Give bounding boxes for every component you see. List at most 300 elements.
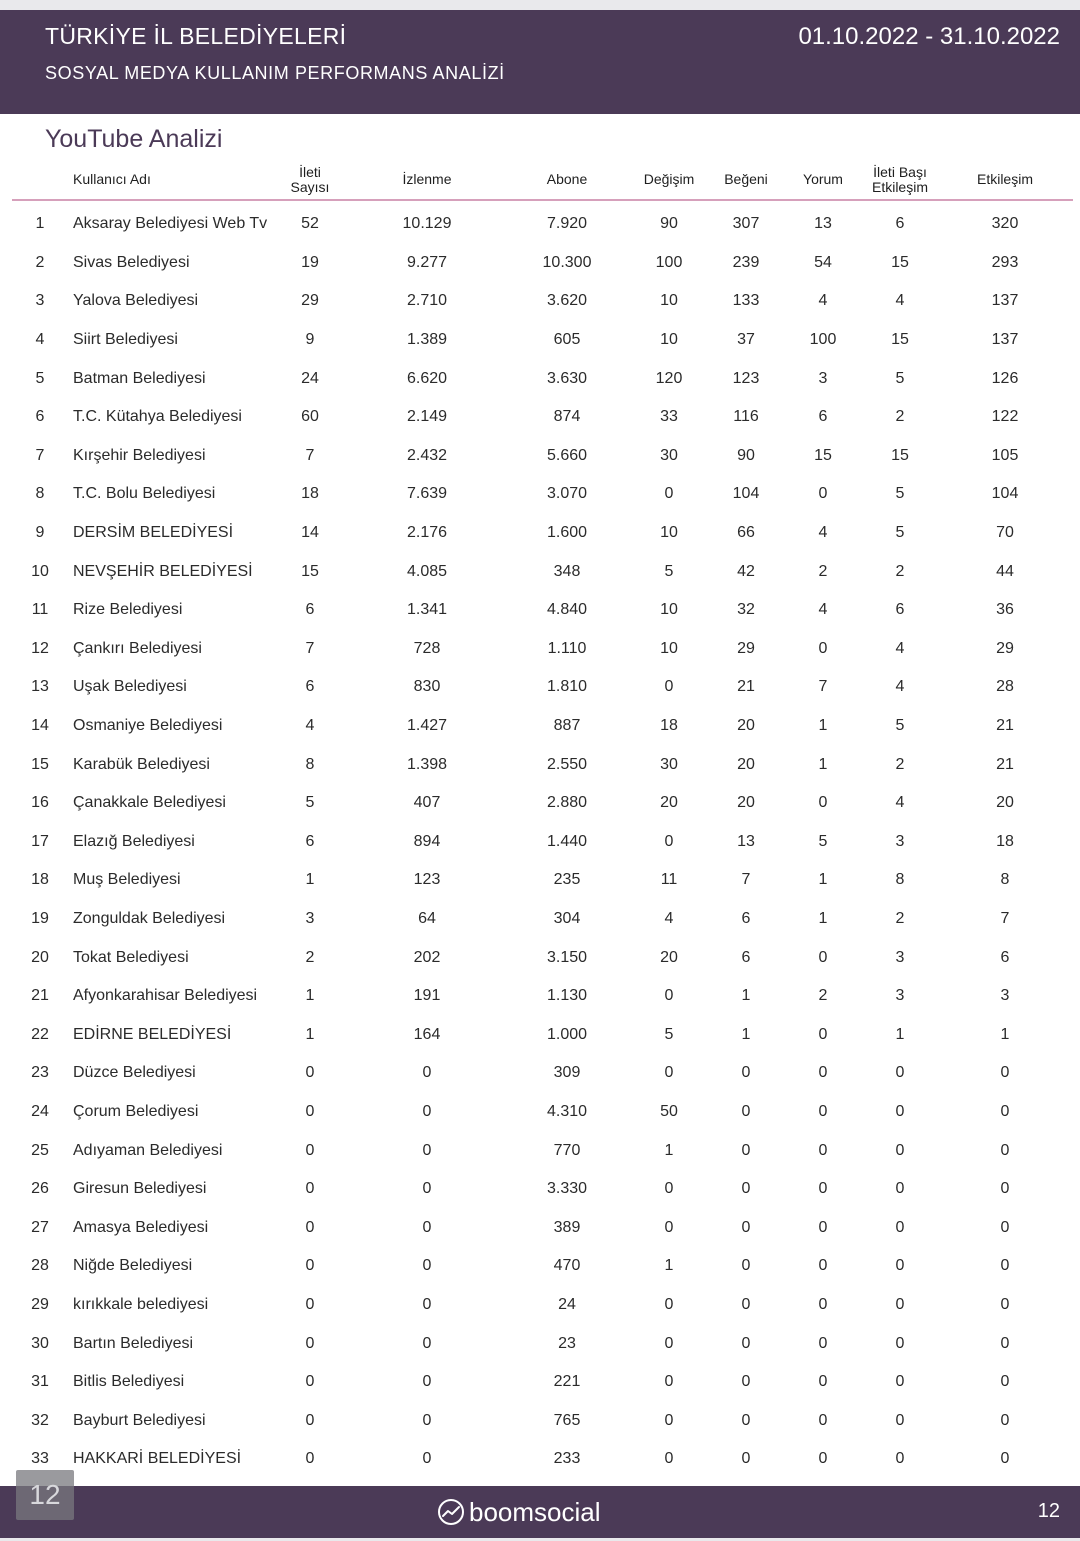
etkilesim-cell: 0: [1000, 1218, 1010, 1236]
row-number: 4: [35, 331, 45, 349]
abone-cell: 5.660: [546, 446, 588, 464]
row-number: 11: [31, 601, 49, 619]
municipality-name: Muş Belediyesi: [73, 871, 181, 889]
yorum-cell: 13: [814, 215, 832, 233]
section-title: YouTube Analizi: [45, 125, 223, 153]
degisim-cell: 0: [664, 1373, 674, 1391]
row-number: 29: [31, 1295, 49, 1313]
izlenme-cell: 0: [422, 1295, 432, 1313]
ileti-basi-cell: 15: [891, 253, 909, 271]
col-header-name: Kullanıcı Adı: [73, 171, 151, 187]
table-row: [12, 1015, 1073, 1054]
izlenme-cell: 64: [418, 909, 436, 927]
begeni-cell: 0: [741, 1373, 751, 1391]
ileti-sayisi-cell: 8: [305, 755, 315, 773]
begeni-cell: 0: [741, 1180, 751, 1198]
yorum-cell: 0: [818, 1411, 828, 1429]
izlenme-cell: 728: [413, 639, 441, 657]
municipality-name: HAKKARİ BELEDİYESİ: [73, 1450, 242, 1468]
ileti-basi-cell: 2: [895, 562, 905, 580]
row-number: 10: [31, 562, 49, 580]
ileti-basi-cell: 5: [895, 717, 905, 735]
ileti-basi-cell: 0: [895, 1064, 905, 1082]
izlenme-cell: 830: [413, 678, 441, 696]
ileti-sayisi-cell: 52: [301, 215, 319, 233]
table-row: [12, 900, 1073, 939]
row-number: 18: [31, 871, 49, 889]
ileti-basi-cell: 0: [895, 1411, 905, 1429]
table-row: [12, 1170, 1073, 1209]
table-header: [12, 160, 1073, 201]
ileti-sayisi-cell: 0: [305, 1064, 315, 1082]
ileti-basi-cell: 0: [895, 1180, 905, 1198]
ileti-basi-cell: 0: [895, 1334, 905, 1352]
abone-cell: 304: [553, 909, 581, 927]
izlenme-cell: 407: [413, 794, 441, 812]
yorum-cell: 100: [809, 331, 837, 349]
yorum-cell: 0: [818, 1141, 828, 1159]
abone-cell: 3.070: [546, 485, 588, 503]
ileti-sayisi-cell: 6: [305, 832, 315, 850]
izlenme-cell: 202: [413, 948, 441, 966]
ileti-sayisi-cell: 6: [305, 601, 315, 619]
trend-line-icon: [437, 1498, 465, 1526]
yorum-cell: 0: [818, 1295, 828, 1313]
row-number: 5: [35, 369, 45, 387]
row-number: 8: [35, 485, 45, 503]
ileti-sayisi-cell: 7: [305, 446, 315, 464]
ileti-sayisi-cell: 1: [305, 1025, 315, 1043]
table-body: [12, 205, 1073, 1479]
municipality-name: Zonguldak Belediyesi: [73, 909, 226, 927]
abone-cell: 348: [553, 562, 581, 580]
degisim-cell: 10: [660, 601, 678, 619]
abone-cell: 874: [553, 408, 581, 426]
ileti-basi-cell: 0: [895, 1450, 905, 1468]
abone-cell: 1.600: [546, 524, 588, 542]
row-number: 9: [35, 524, 45, 542]
degisim-cell: 50: [660, 1102, 678, 1120]
abone-cell: 1.000: [546, 1025, 588, 1043]
municipality-name: Bitlis Belediyesi: [73, 1373, 185, 1391]
ileti-basi-cell: 1: [895, 1025, 905, 1043]
etkilesim-cell: 70: [996, 524, 1014, 542]
degisim-cell: 20: [660, 948, 678, 966]
table-row: [12, 977, 1073, 1016]
report-subtitle: SOSYAL MEDYA KULLANIM PERFORMANS ANALİZİ: [45, 63, 505, 83]
degisim-cell: 0: [664, 1334, 674, 1352]
abone-cell: 7.920: [546, 215, 588, 233]
row-number: 19: [31, 909, 49, 927]
date-range: 01.10.2022 - 31.10.2022: [798, 23, 1060, 50]
municipality-name: Amasya Belediyesi: [73, 1218, 209, 1236]
table-row: [12, 861, 1073, 900]
row-number: 27: [31, 1218, 49, 1236]
etkilesim-cell: 0: [1000, 1373, 1010, 1391]
begeni-cell: 0: [741, 1334, 751, 1352]
report-title: TÜRKİYE İL BELEDİYELERİ: [45, 23, 347, 49]
municipality-name: Çanakkale Belediyesi: [73, 794, 226, 812]
yorum-cell: 4: [818, 292, 828, 310]
ileti-sayisi-cell: 0: [305, 1411, 315, 1429]
izlenme-cell: 7.639: [406, 485, 448, 503]
ileti-sayisi-cell: 0: [305, 1334, 315, 1352]
col-header-ileti-basi: [865, 160, 935, 199]
etkilesim-cell: 0: [1000, 1141, 1010, 1159]
izlenme-cell: 1.398: [406, 755, 448, 773]
degisim-cell: 0: [664, 832, 674, 850]
degisim-cell: 4: [664, 909, 674, 927]
begeni-cell: 20: [737, 717, 755, 735]
ileti-basi-cell: 0: [895, 1373, 905, 1391]
table-row: [12, 1363, 1073, 1402]
izlenme-cell: 1.389: [406, 331, 448, 349]
ileti-basi-cell: 4: [895, 292, 905, 310]
ileti-sayisi-cell: 0: [305, 1257, 315, 1275]
municipality-name: T.C. Bolu Belediyesi: [73, 485, 216, 503]
report-header: [0, 10, 1080, 114]
abone-cell: 1.130: [546, 987, 588, 1005]
ileti-basi-cell: 2: [895, 755, 905, 773]
municipality-name: Giresun Belediyesi: [73, 1180, 207, 1198]
table-row: [12, 398, 1073, 437]
ileti-sayisi-cell: 24: [301, 369, 319, 387]
begeni-cell: 123: [732, 369, 760, 387]
table-row: [12, 475, 1073, 514]
abone-cell: 23: [558, 1334, 576, 1352]
table-row: [12, 1440, 1073, 1479]
degisim-cell: 0: [664, 1218, 674, 1236]
page-badge[interactable]: 12: [16, 1470, 74, 1520]
izlenme-cell: 2.710: [406, 292, 448, 310]
yorum-cell: 1: [818, 717, 828, 735]
row-number: 23: [31, 1064, 49, 1082]
ileti-basi-cell: 4: [895, 639, 905, 657]
etkilesim-cell: 1: [1000, 1025, 1010, 1043]
yorum-cell: 0: [818, 1373, 828, 1391]
yorum-cell: 0: [818, 1025, 828, 1043]
municipality-name: kırıkkale belediyesi: [73, 1295, 209, 1313]
begeni-cell: 20: [737, 755, 755, 773]
table-row: [12, 321, 1073, 360]
izlenme-cell: 1.427: [406, 717, 448, 735]
yorum-cell: 0: [818, 1180, 828, 1198]
degisim-cell: 1: [664, 1257, 674, 1275]
etkilesim-cell: 0: [1000, 1180, 1010, 1198]
ileti-basi-cell: 4: [895, 794, 905, 812]
municipality-name: Osmaniye Belediyesi: [73, 717, 223, 735]
yorum-cell: 4: [818, 601, 828, 619]
municipality-name: DERSİM BELEDİYESİ: [73, 524, 234, 542]
youtube-table: [12, 160, 1073, 1479]
izlenme-cell: 2.176: [406, 524, 448, 542]
ileti-sayisi-cell: 60: [301, 408, 319, 426]
etkilesim-cell: 137: [991, 292, 1019, 310]
ileti-basi-cell: 5: [895, 524, 905, 542]
degisim-cell: 18: [660, 717, 678, 735]
etkilesim-cell: 21: [996, 717, 1014, 735]
col-header-abone: Abone: [546, 171, 588, 187]
municipality-name: Yalova Belediyesi: [73, 292, 199, 310]
table-row: [12, 1247, 1073, 1286]
ileti-sayisi-cell: 18: [301, 485, 319, 503]
table-row: [12, 784, 1073, 823]
row-number: 15: [31, 755, 49, 773]
degisim-cell: 0: [664, 485, 674, 503]
yorum-cell: 0: [818, 1257, 828, 1275]
etkilesim-cell: 7: [1000, 909, 1010, 927]
table-row: [12, 1093, 1073, 1132]
row-number: 28: [31, 1257, 49, 1275]
abone-cell: 24: [558, 1295, 576, 1313]
col-header-degisim: Değişim: [643, 171, 695, 187]
table-row: [12, 591, 1073, 630]
ileti-basi-cell: 5: [895, 369, 905, 387]
izlenme-cell: 9.277: [406, 253, 448, 271]
table-row: [12, 437, 1073, 476]
izlenme-cell: 894: [413, 832, 441, 850]
table-row: [12, 745, 1073, 784]
ileti-basi-cell: 0: [895, 1102, 905, 1120]
degisim-cell: 30: [660, 446, 678, 464]
degisim-cell: 11: [660, 871, 678, 889]
ileti-basi-cell: 6: [895, 215, 905, 233]
municipality-name: Adıyaman Belediyesi: [73, 1141, 223, 1159]
begeni-cell: 21: [737, 678, 755, 696]
ileti-basi-cell: 8: [895, 871, 905, 889]
row-number: 20: [31, 948, 49, 966]
row-number: 17: [31, 832, 49, 850]
ileti-sayisi-cell: 5: [305, 794, 315, 812]
yorum-cell: 6: [818, 408, 828, 426]
etkilesim-cell: 21: [996, 755, 1014, 773]
abone-cell: 235: [553, 871, 581, 889]
degisim-cell: 0: [664, 1180, 674, 1198]
begeni-cell: 42: [737, 562, 755, 580]
row-number: 14: [31, 717, 49, 735]
izlenme-cell: 0: [422, 1450, 432, 1468]
yorum-cell: 0: [818, 1334, 828, 1352]
table-row: [12, 205, 1073, 244]
begeni-cell: 0: [741, 1450, 751, 1468]
ileti-basi-cell: 2: [895, 909, 905, 927]
ileti-sayisi-cell: 0: [305, 1102, 315, 1120]
ileti-sayisi-cell: 0: [305, 1180, 315, 1198]
row-number: 22: [31, 1025, 49, 1043]
abone-cell: 221: [553, 1373, 581, 1391]
ileti-sayisi-cell: 14: [301, 524, 319, 542]
yorum-cell: 0: [818, 948, 828, 966]
ileti-sayisi-cell: 3: [305, 909, 315, 927]
etkilesim-cell: 0: [1000, 1334, 1010, 1352]
abone-cell: 10.300: [542, 253, 592, 271]
abone-cell: 309: [553, 1064, 581, 1082]
begeni-cell: 20: [737, 794, 755, 812]
municipality-name: NEVŞEHİR BELEDİYESİ: [73, 562, 253, 580]
etkilesim-cell: 0: [1000, 1102, 1010, 1120]
izlenme-cell: 10.129: [402, 215, 452, 233]
etkilesim-cell: 18: [996, 832, 1014, 850]
yorum-cell: 3: [818, 369, 828, 387]
report-footer: [0, 1486, 1080, 1538]
yorum-cell: 0: [818, 485, 828, 503]
report-page: [0, 10, 1080, 1538]
begeni-cell: 0: [741, 1141, 751, 1159]
degisim-cell: 33: [660, 408, 678, 426]
ileti-basi-cell: 0: [895, 1257, 905, 1275]
degisim-cell: 5: [664, 1025, 674, 1043]
ileti-basi-cell: 0: [895, 1295, 905, 1313]
abone-cell: 3.630: [546, 369, 588, 387]
etkilesim-cell: 105: [991, 446, 1019, 464]
izlenme-cell: 0: [422, 1411, 432, 1429]
izlenme-cell: 164: [413, 1025, 441, 1043]
table-row: [12, 1131, 1073, 1170]
municipality-name: Bartın Belediyesi: [73, 1334, 194, 1352]
degisim-cell: 0: [664, 1064, 674, 1082]
municipality-name: Niğde Belediyesi: [73, 1257, 193, 1275]
yorum-cell: 5: [818, 832, 828, 850]
etkilesim-cell: 8: [1000, 871, 1010, 889]
degisim-cell: 10: [660, 639, 678, 657]
degisim-cell: 10: [660, 331, 678, 349]
abone-cell: 605: [553, 331, 581, 349]
abone-cell: 470: [553, 1257, 581, 1275]
izlenme-cell: 0: [422, 1064, 432, 1082]
etkilesim-cell: 293: [991, 253, 1019, 271]
row-number: 26: [31, 1180, 49, 1198]
ileti-basi-cell: 3: [895, 987, 905, 1005]
degisim-cell: 0: [664, 1295, 674, 1313]
ileti-basi-cell: 15: [891, 446, 909, 464]
ileti-basi-cell: 6: [895, 601, 905, 619]
abone-cell: 2.880: [546, 794, 588, 812]
etkilesim-cell: 137: [991, 331, 1019, 349]
yorum-cell: 0: [818, 1064, 828, 1082]
izlenme-cell: 0: [422, 1180, 432, 1198]
etkilesim-cell: 122: [991, 408, 1019, 426]
row-number: 3: [35, 292, 45, 310]
table-row: [12, 707, 1073, 746]
izlenme-cell: 2.149: [406, 408, 448, 426]
table-row: [12, 1208, 1073, 1247]
izlenme-cell: 4.085: [406, 562, 448, 580]
municipality-name: Tokat Belediyesi: [73, 948, 189, 966]
begeni-cell: 0: [741, 1411, 751, 1429]
ileti-basi-cell: 0: [895, 1141, 905, 1159]
yorum-cell: 1: [818, 755, 828, 773]
abone-cell: 3.150: [546, 948, 588, 966]
ileti-sayisi-cell: 0: [305, 1450, 315, 1468]
municipality-name: Rize Belediyesi: [73, 601, 183, 619]
begeni-cell: 32: [737, 601, 755, 619]
row-number: 32: [31, 1411, 49, 1429]
begeni-cell: 239: [732, 253, 760, 271]
yorum-cell: 4: [818, 524, 828, 542]
row-number: 12: [31, 639, 49, 657]
col-header-yorum: Yorum: [803, 171, 843, 187]
etkilesim-cell: 0: [1000, 1295, 1010, 1313]
ileti-sayisi-cell: 0: [305, 1218, 315, 1236]
ileti-sayisi-cell: 1: [305, 987, 315, 1005]
abone-cell: 1.110: [547, 639, 587, 657]
abone-cell: 2.550: [546, 755, 588, 773]
etkilesim-cell: 28: [996, 678, 1014, 696]
col-header-begeni: Beğeni: [724, 171, 768, 187]
ileti-basi-cell: 5: [895, 485, 905, 503]
yorum-cell: 7: [818, 678, 828, 696]
begeni-cell: 133: [732, 292, 760, 310]
izlenme-cell: 0: [422, 1334, 432, 1352]
table-row: [12, 514, 1073, 553]
page-number: 12: [1037, 1500, 1060, 1522]
degisim-cell: 90: [660, 215, 678, 233]
etkilesim-cell: 6: [1000, 948, 1010, 966]
abone-cell: 4.840: [546, 601, 588, 619]
yorum-cell: 2: [818, 562, 828, 580]
etkilesim-cell: 3: [1000, 987, 1010, 1005]
etkilesim-cell: 29: [996, 639, 1014, 657]
col-header-etkilesim: Etkileşim: [976, 171, 1033, 187]
begeni-cell: 6: [741, 948, 751, 966]
municipality-name: Kırşehir Belediyesi: [73, 446, 206, 464]
ileti-basi-cell: 0: [895, 1218, 905, 1236]
begeni-cell: 90: [737, 446, 755, 464]
degisim-cell: 30: [660, 755, 678, 773]
etkilesim-cell: 320: [991, 215, 1019, 233]
etkilesim-cell: 36: [996, 601, 1014, 619]
row-number: 6: [35, 408, 45, 426]
etkilesim-cell: 126: [991, 369, 1019, 387]
ileti-sayisi-cell: 29: [301, 292, 319, 310]
table-row: [12, 1286, 1073, 1325]
izlenme-cell: 0: [422, 1218, 432, 1236]
degisim-cell: 0: [664, 1450, 674, 1468]
municipality-name: Düzce Belediyesi: [73, 1064, 196, 1082]
municipality-name: Uşak Belediyesi: [73, 678, 187, 696]
municipality-name: Bayburt Belediyesi: [73, 1411, 206, 1429]
row-number: 21: [31, 987, 49, 1005]
etkilesim-cell: 0: [1000, 1411, 1010, 1429]
ileti-sayisi-cell: 15: [301, 562, 319, 580]
ileti-sayisi-cell: 9: [305, 331, 315, 349]
municipality-name: Aksaray Belediyesi Web Tv: [73, 215, 268, 233]
degisim-cell: 10: [660, 292, 678, 310]
ileti-basi-cell: 4: [895, 678, 905, 696]
col-header-ileti: [280, 160, 340, 199]
ileti-sayisi-cell: 1: [305, 871, 315, 889]
yorum-cell: 0: [818, 1102, 828, 1120]
etkilesim-cell: 44: [996, 562, 1014, 580]
row-number: 33: [31, 1450, 49, 1468]
row-number: 24: [31, 1102, 49, 1120]
abone-cell: 3.330: [546, 1180, 588, 1198]
table-row: [12, 630, 1073, 669]
row-number: 16: [31, 794, 49, 812]
table-row: [12, 1054, 1073, 1093]
ileti-sayisi-cell: 7: [305, 639, 315, 657]
ileti-basi-cell: 3: [895, 832, 905, 850]
begeni-cell: 104: [732, 485, 760, 503]
izlenme-cell: 0: [422, 1373, 432, 1391]
etkilesim-cell: 0: [1000, 1450, 1010, 1468]
degisim-cell: 100: [655, 253, 683, 271]
etkilesim-cell: 0: [1000, 1257, 1010, 1275]
degisim-cell: 5: [664, 562, 674, 580]
begeni-cell: 1: [741, 987, 751, 1005]
degisim-cell: 0: [664, 1411, 674, 1429]
table-row: [12, 282, 1073, 321]
